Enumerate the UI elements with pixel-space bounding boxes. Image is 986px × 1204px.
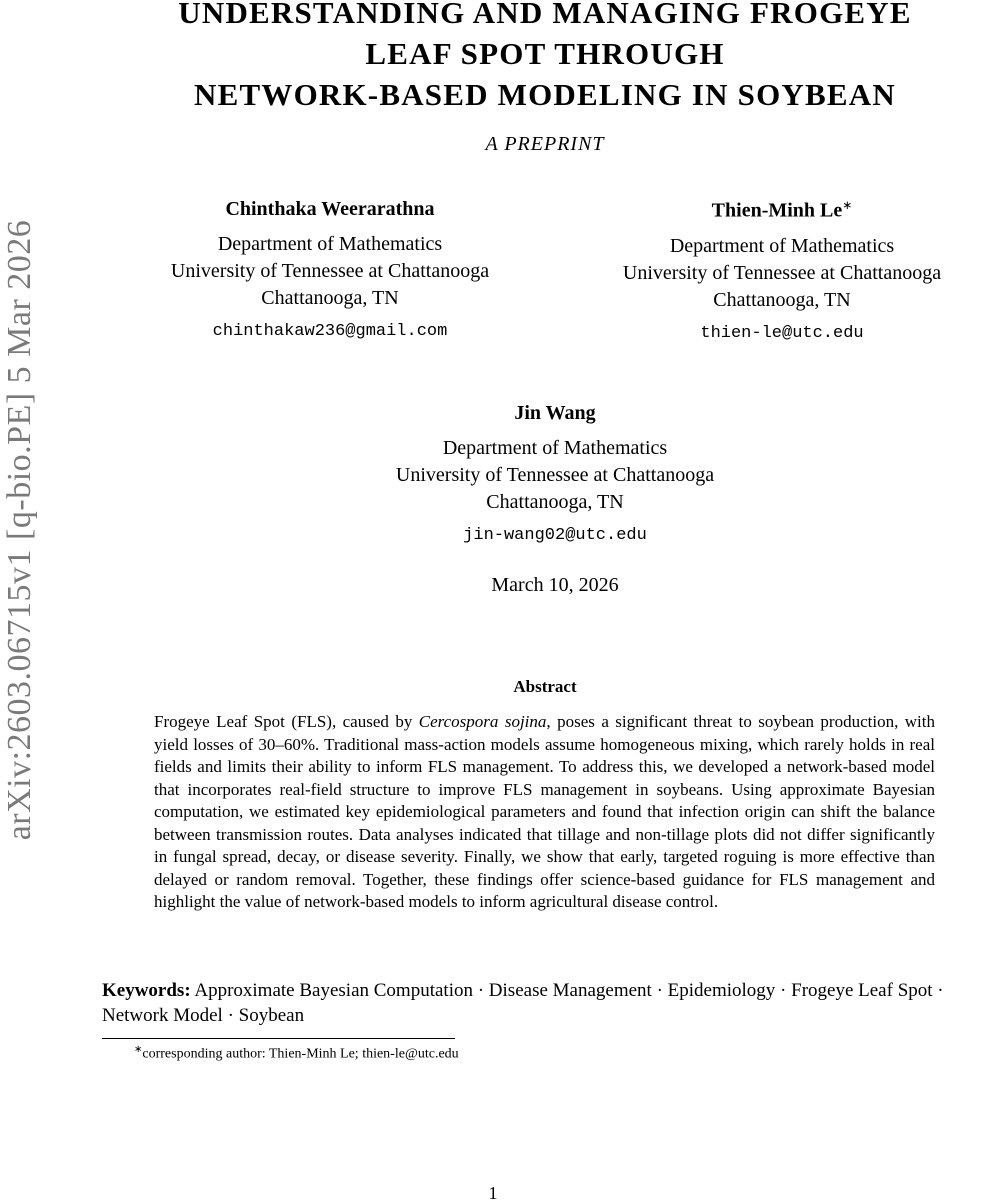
preprint-label: A PREPRINT [485,133,605,155]
author-university: University of Tennessee at Chattanooga [170,260,490,282]
author-email[interactable]: thien-le@utc.edu [700,323,864,343]
title-line: UNDERSTANDING AND MANAGING FROGEYE [178,0,912,30]
species-name: Cercospora sojina [418,712,547,731]
author-block [120,198,540,341]
author-email[interactable]: jin-wang02@utc.edu [463,526,647,545]
paper-title [100,0,986,115]
author-department: Department of Mathematics [442,437,668,459]
author-email[interactable]: chinthakaw236@gmail.com [212,322,448,341]
author-university: University of Tennessee at Chattanooga [395,464,715,486]
publication-date: March 10, 2026 [491,574,619,596]
footnote [134,1044,459,1063]
author-name: Thien-Minh Le∗ [711,198,853,222]
author-block [345,402,765,545]
page-number: 1 [488,1183,498,1203]
author-location: Chattanooga, TN [486,491,624,513]
footnote-marker: ∗ [134,1044,143,1055]
keywords-list: Approximate Bayesian Computation · Disease Management · Epidemiology · Frogeye Leaf Spot · Network Model · Soybean [102,980,944,1026]
arxiv-identifier-text: arXiv:2603.06715v1 [q-bio.PE] 5 Mar 2026 [1,219,38,841]
author-department: Department of Mathematics [217,233,443,255]
keywords-label: Keywords: [102,980,191,1001]
author-name: Jin Wang [514,402,596,424]
abstract-heading: Abstract [513,677,577,696]
author-block [572,198,986,343]
arxiv-identifier-stamp [0,0,40,1200]
author-location: Chattanooga, TN [713,288,851,311]
abstract-body: Frogeye Leaf Spot (FLS), caused by Cercospora sojina, poses a significant threat to soybean production, with yield losses of 30–60%. Traditional mass-action models assume homogeneous mixing, which rarely holds in real fields and limits their ability to inform FLS management. To address this, we developed a network-based model that incorporates real-field structure to improve FLS management in soybeans. Using approximate Bayesian computation, we estimated key epidemiological parameters and found that infection origin can shift the balance between transmission routes. Data analyses indicated that tillage and non-tillage plots did not differ significantly in fungal spread, decay, or disease severity. Finally, we show that early, targeted roguing is more effective than delayed or random removal. Together, these findings offer science-based guidance for FLS management and highlight the value of network-based models to inform agricultural disease control. [154,712,936,911]
footnote-divider [102,1038,455,1039]
footnote-text: corresponding author: Thien-Minh Le; thien-le@utc.edu [142,1046,459,1062]
author-name: Chinthaka Weerarathna [225,198,435,220]
keywords-section [102,978,960,1028]
title-line: LEAF SPOT THROUGH [365,36,725,71]
title-line: NETWORK-BASED MODELING IN SOYBEAN [194,77,896,112]
corresponding-author-marker[interactable]: ∗ [842,198,853,212]
author-location: Chattanooga, TN [261,287,399,309]
author-department: Department of Mathematics [669,234,895,257]
author-university: University of Tennessee at Chattanooga [622,261,942,284]
